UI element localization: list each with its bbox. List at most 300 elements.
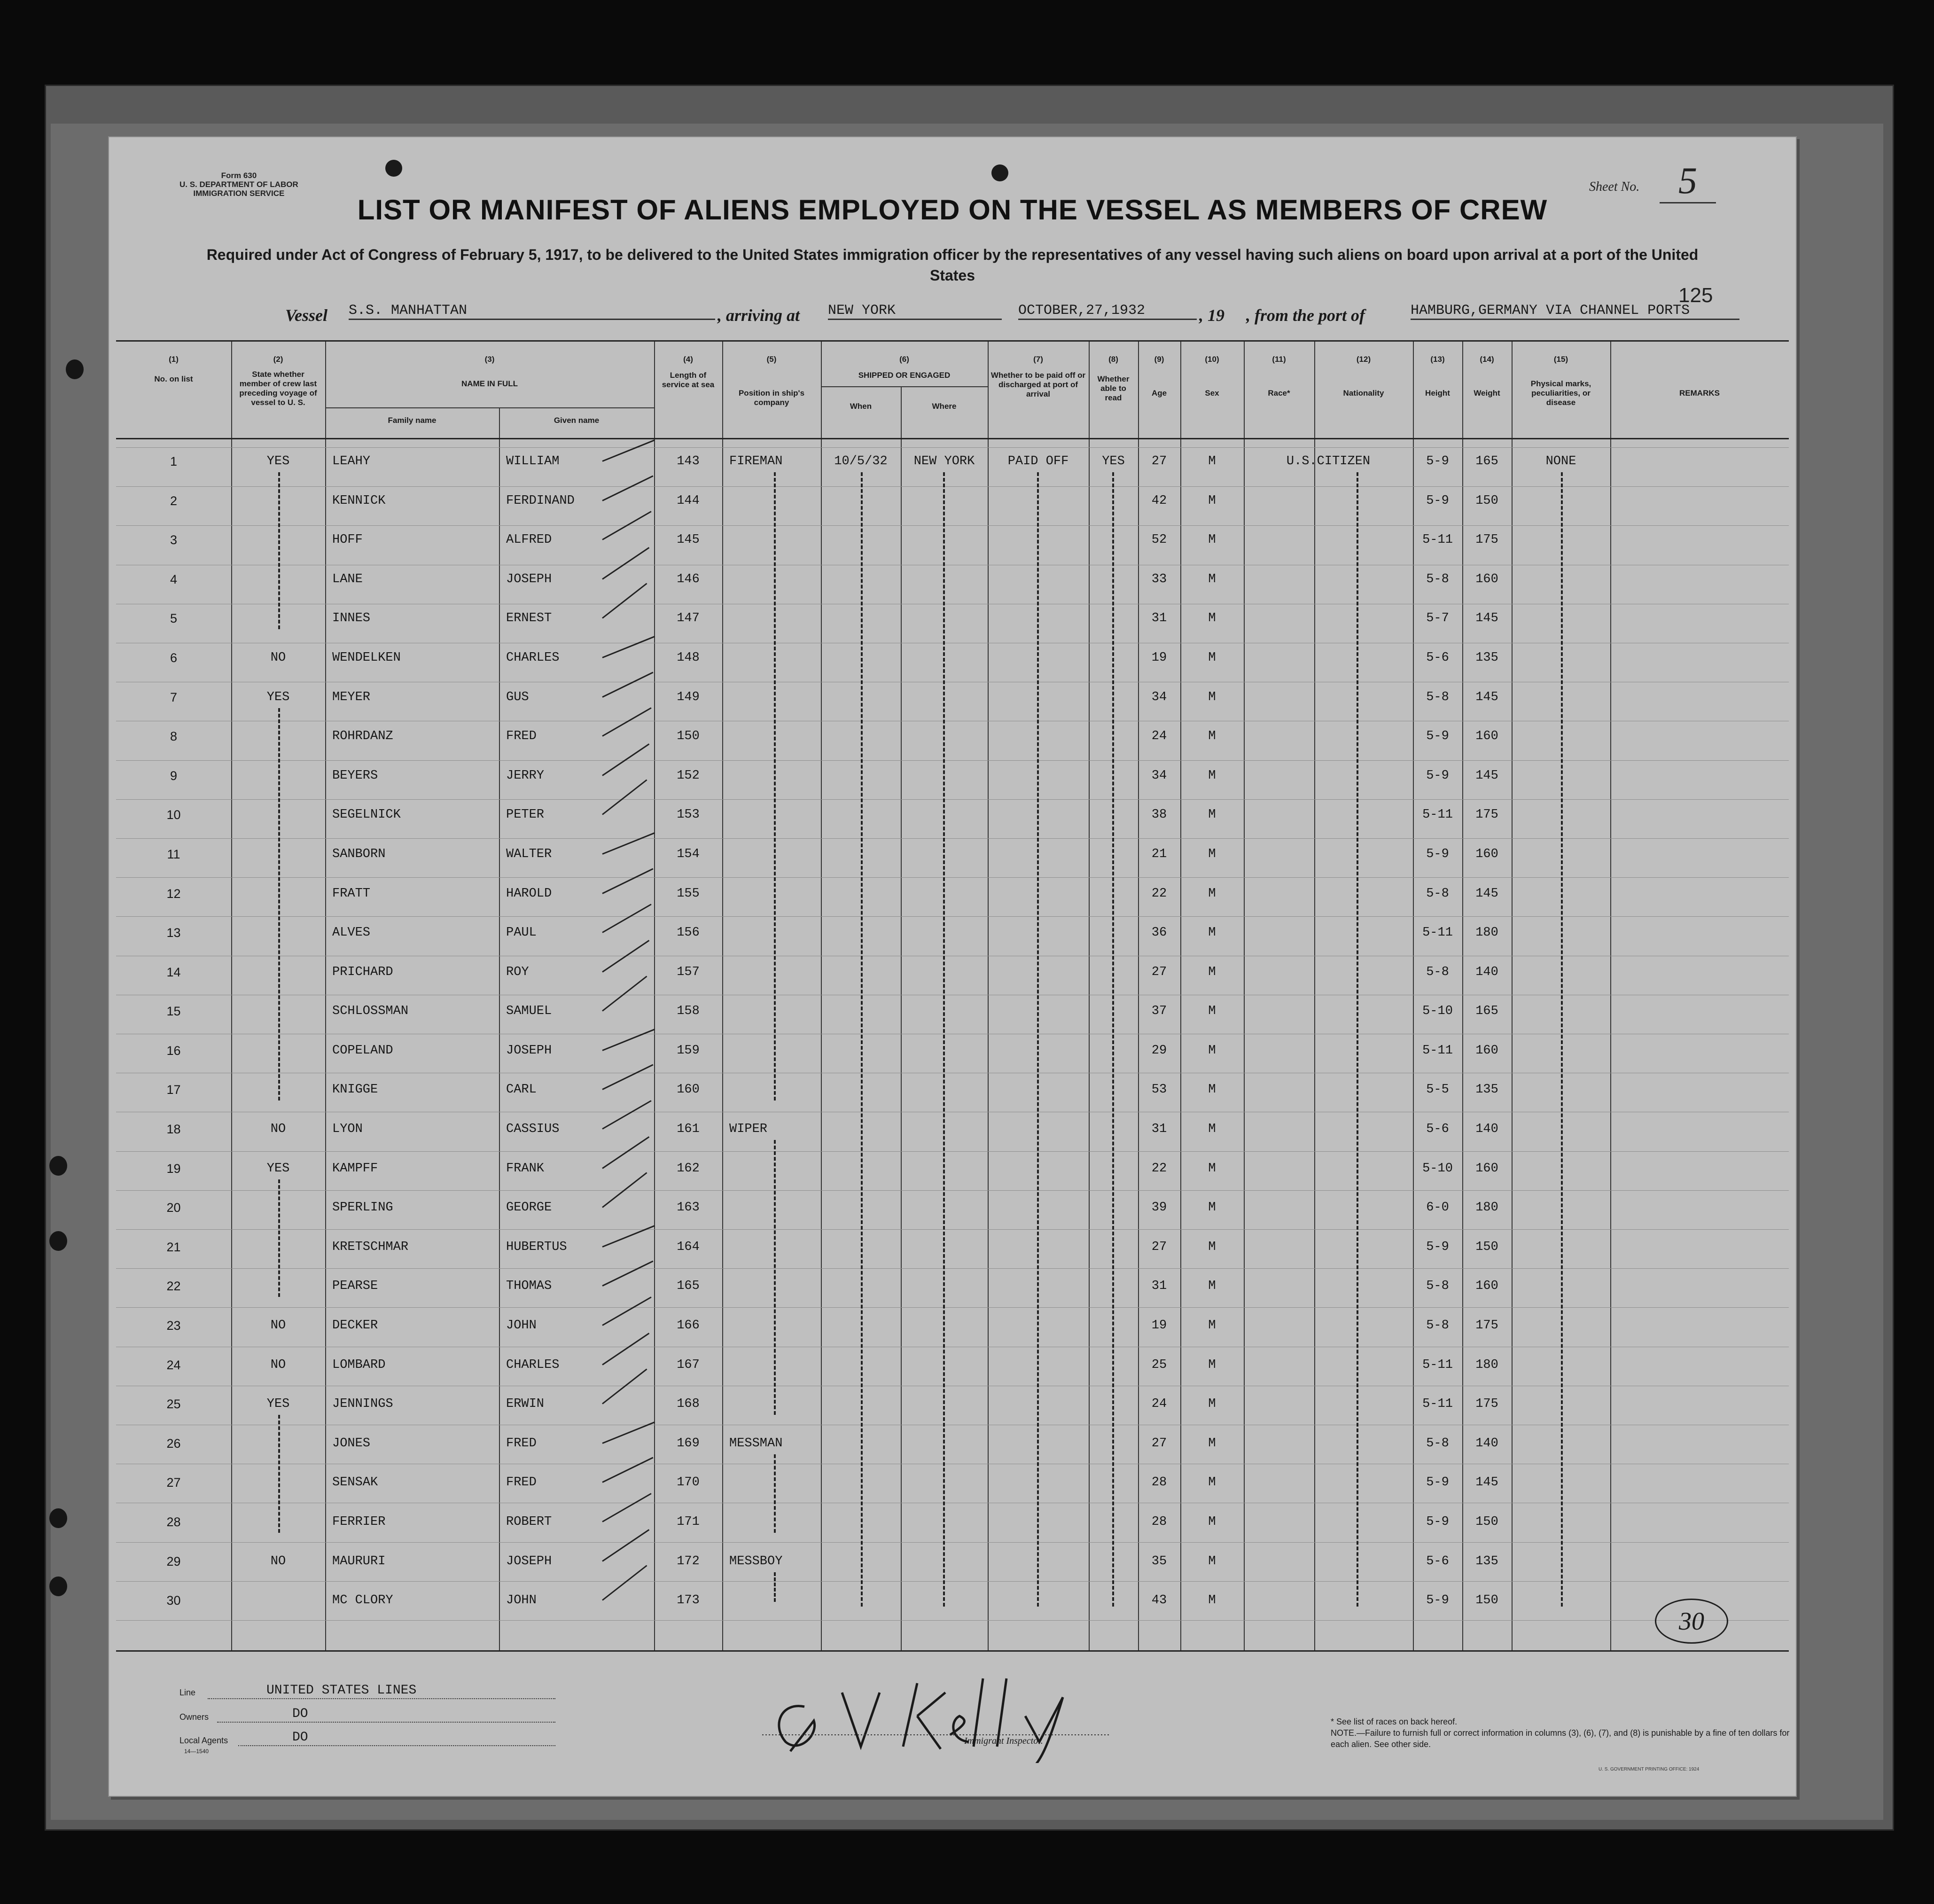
cell-family: WENDELKEN <box>332 651 401 665</box>
cell-weight: 165 <box>1475 454 1498 468</box>
cell-family: LOMBARD <box>332 1358 386 1372</box>
ditto-line <box>278 708 280 1100</box>
check-mark <box>602 1529 649 1562</box>
ditto-line <box>861 472 863 1607</box>
line-value: UNITED STATES LINES <box>266 1683 417 1698</box>
cell-position: FIREMAN <box>729 454 783 468</box>
cell-weight: 175 <box>1475 1319 1498 1333</box>
cell-age: 19 <box>1151 651 1167 665</box>
cell-sex: M <box>1208 1593 1216 1607</box>
check-mark <box>602 1064 653 1090</box>
cell-given: CHARLES <box>506 651 560 665</box>
cell-family: LEAHY <box>332 454 371 468</box>
cell-given: GUS <box>506 690 529 704</box>
row-rule <box>116 1620 1789 1621</box>
cell-given: JOSEPH <box>506 1044 552 1058</box>
cell-no: 10 <box>166 808 181 822</box>
cell-family: SEGELNICK <box>332 808 401 822</box>
cell-no: 28 <box>166 1515 181 1529</box>
cell-member: YES <box>266 1162 290 1176</box>
page-number: 125 <box>1678 284 1713 307</box>
cell-given: PETER <box>506 808 545 822</box>
cell-height: 5-8 <box>1426 690 1449 704</box>
cell-height: 5-8 <box>1426 1319 1449 1333</box>
cell-member: NO <box>270 1554 286 1568</box>
cell-weight: 140 <box>1475 965 1498 979</box>
cell-given: WALTER <box>506 847 552 861</box>
cell-service: 154 <box>677 847 700 861</box>
binder-hole <box>66 359 84 379</box>
cell-sex: M <box>1208 808 1216 822</box>
check-mark <box>602 439 655 462</box>
cell-given: ERNEST <box>506 611 552 625</box>
row-rule <box>116 838 1789 839</box>
check-mark <box>602 1296 651 1326</box>
cell-weight: 145 <box>1475 611 1498 625</box>
cell-height: 5-9 <box>1426 769 1449 783</box>
column-divider <box>1610 342 1611 1650</box>
cell-service: 170 <box>677 1475 700 1490</box>
cell-given: CASSIUS <box>506 1122 560 1136</box>
cell-age: 43 <box>1151 1593 1167 1607</box>
total-count-circled: 30 <box>1655 1599 1728 1644</box>
page-subtitle: Required under Act of Congress of February 5, 1917, to be delivered to the United States immigration officer by the representatives of any vessel having such aliens on board upon arrival at a port of the United States <box>206 246 1699 284</box>
cell-given: PAUL <box>506 926 537 940</box>
cell-service: 167 <box>677 1358 700 1372</box>
cell-height: 5-11 <box>1422 1397 1453 1411</box>
header-name-in-full: NAME IN FULL <box>461 379 518 388</box>
column-number: (3) <box>484 355 495 364</box>
column-number: (1) <box>169 355 179 364</box>
cell-family: INNES <box>332 611 371 625</box>
cell-position: MESSMAN <box>729 1436 783 1451</box>
check-mark <box>602 583 647 618</box>
header-given-name: Given name <box>554 416 600 425</box>
ditto-line <box>774 1572 776 1602</box>
cell-service: 155 <box>677 887 700 901</box>
cell-height: 5-9 <box>1426 847 1449 861</box>
cell-age: 31 <box>1151 1122 1167 1136</box>
cell-member: YES <box>266 690 290 704</box>
cell-age: 27 <box>1151 965 1167 979</box>
cell-height: 5-9 <box>1426 494 1449 508</box>
cell-age: 22 <box>1151 887 1167 901</box>
cell-position: MESSBOY <box>729 1554 783 1568</box>
cell-weight: 150 <box>1475 1240 1498 1254</box>
cell-family: SPERLING <box>332 1201 393 1215</box>
cell-age: 29 <box>1151 1044 1167 1058</box>
cell-given: GEORGE <box>506 1201 552 1215</box>
ditto-line <box>278 472 280 629</box>
cell-sex: M <box>1208 965 1216 979</box>
cell-service: 159 <box>677 1044 700 1058</box>
owners-value: DO <box>292 1707 308 1721</box>
column-number: (10) <box>1205 355 1219 364</box>
arriving-label: , arriving at <box>717 306 800 325</box>
cell-height: 5-7 <box>1426 611 1449 625</box>
punch-hole <box>385 160 402 177</box>
column-number: (15) <box>1553 355 1568 364</box>
column-divider <box>988 342 989 1650</box>
cell-service: 163 <box>677 1201 700 1215</box>
cell-service: 172 <box>677 1554 700 1568</box>
header-weight: Weight <box>1474 389 1500 398</box>
header-when: When <box>850 402 872 411</box>
cell-no: 29 <box>166 1554 181 1568</box>
inspector-signature <box>762 1664 1110 1763</box>
binder-hole <box>49 1576 67 1596</box>
header-bottom-rule <box>116 438 1789 439</box>
row-rule <box>116 525 1789 526</box>
departure-port: HAMBURG,GERMANY VIA CHANNEL PORTS <box>1411 303 1739 320</box>
cell-family: MC CLORY <box>332 1593 393 1607</box>
cell-sex: M <box>1208 1240 1216 1254</box>
cell-height: 5-8 <box>1426 887 1449 901</box>
cell-weight: 145 <box>1475 1475 1498 1490</box>
cell-age: 38 <box>1151 808 1167 822</box>
check-mark <box>602 636 655 658</box>
header-race: Race* <box>1268 389 1290 398</box>
cell-height: 6-0 <box>1426 1201 1449 1215</box>
cell-given: FRANK <box>506 1162 545 1176</box>
column-number: (5) <box>766 355 777 364</box>
cell-weight: 180 <box>1475 926 1498 940</box>
cell-service: 169 <box>677 1436 700 1451</box>
cell-given: HAROLD <box>506 887 552 901</box>
cell-height: 5-8 <box>1426 1279 1449 1293</box>
cell-weight: 160 <box>1475 847 1498 861</box>
header-member-previous: State whether member of crew last preceding voyage of vessel to U. S. <box>239 370 317 407</box>
from-port-label: , from the port of <box>1246 306 1365 325</box>
cell-service: 143 <box>677 454 700 468</box>
cell-member: NO <box>270 1319 286 1333</box>
row-rule <box>116 1542 1789 1543</box>
cell-family: KNIGGE <box>332 1083 378 1097</box>
cell-family: COPELAND <box>332 1044 393 1058</box>
cell-no: 4 <box>170 572 178 586</box>
row-rule <box>116 760 1789 761</box>
row-rule <box>116 1151 1789 1152</box>
column-number: (7) <box>1033 355 1043 364</box>
crew-manifest-table <box>116 340 1789 1652</box>
cell-height: 5-11 <box>1422 808 1453 822</box>
owners-label: Owners <box>179 1712 209 1722</box>
binder-hole <box>49 1508 67 1528</box>
header-family-name: Family name <box>388 416 437 425</box>
check-mark <box>602 1333 649 1366</box>
ditto-line <box>774 1140 776 1415</box>
cell-member: NO <box>270 1358 286 1372</box>
cell-service: 168 <box>677 1397 700 1411</box>
cell-read: YES <box>1102 454 1125 468</box>
cell-no: 22 <box>166 1279 181 1293</box>
races-note: * See list of races on back hereof. <box>1331 1717 1458 1726</box>
ditto-line <box>1112 472 1114 1607</box>
column-number: (11) <box>1272 355 1286 364</box>
check-mark <box>602 1225 655 1248</box>
row-rule <box>116 486 1789 487</box>
cell-height: 5-8 <box>1426 1436 1449 1451</box>
check-mark <box>602 904 651 933</box>
cell-sex: M <box>1208 1083 1216 1097</box>
cell-sex: M <box>1208 847 1216 861</box>
cell-age: 19 <box>1151 1319 1167 1333</box>
cell-no: 9 <box>170 769 178 783</box>
cell-sex: M <box>1208 1044 1216 1058</box>
check-mark <box>602 707 651 737</box>
cell-sex: M <box>1208 1201 1216 1215</box>
column-number: (9) <box>1154 355 1164 364</box>
cell-service: 152 <box>677 769 700 783</box>
cell-family: JONES <box>332 1436 371 1451</box>
cell-physical: NONE <box>1545 454 1576 468</box>
subheader-rule <box>821 386 988 387</box>
cell-given: JERRY <box>506 769 545 783</box>
check-mark <box>602 1565 647 1600</box>
cell-height: 5-10 <box>1422 1004 1453 1018</box>
header-where: Where <box>932 402 957 411</box>
column-number: (8) <box>1108 355 1118 364</box>
cell-family: FERRIER <box>332 1515 386 1529</box>
cell-given: WILLIAM <box>506 454 560 468</box>
cell-family: KENNICK <box>332 494 386 508</box>
cell-weight: 145 <box>1475 887 1498 901</box>
cell-sex: M <box>1208 769 1216 783</box>
header-able-read: Whether able to read <box>1097 375 1130 402</box>
column-number: (4) <box>683 355 693 364</box>
cell-height: 5-8 <box>1426 965 1449 979</box>
cell-service: 153 <box>677 808 700 822</box>
cell-family: SCHLOSSMAN <box>332 1004 409 1018</box>
cell-weight: 140 <box>1475 1122 1498 1136</box>
check-mark <box>602 547 649 580</box>
check-mark <box>602 672 653 698</box>
cell-where: NEW YORK <box>913 454 975 468</box>
column-divider <box>325 342 326 1650</box>
cell-family: PEARSE <box>332 1279 378 1293</box>
cell-family: KRETSCHMAR <box>332 1240 409 1254</box>
cell-age: 27 <box>1151 454 1167 468</box>
cell-age: 42 <box>1151 494 1167 508</box>
cell-age: 34 <box>1151 769 1167 783</box>
cell-when: 10/5/32 <box>834 454 888 468</box>
check-mark <box>602 1261 653 1287</box>
cell-no: 6 <box>170 651 178 665</box>
cell-weight: 180 <box>1475 1201 1498 1215</box>
cell-age: 35 <box>1151 1554 1167 1568</box>
cell-no: 1 <box>170 454 178 468</box>
cell-height: 5-8 <box>1426 572 1449 586</box>
cell-family: LYON <box>332 1122 363 1136</box>
ditto-line <box>1561 472 1563 1607</box>
cell-height: 5-9 <box>1426 1515 1449 1529</box>
cell-no: 19 <box>166 1162 181 1176</box>
subheader-rule <box>325 407 654 408</box>
line-label: Line <box>179 1688 196 1697</box>
cell-height: 5-9 <box>1426 1475 1449 1490</box>
cell-sex: M <box>1208 611 1216 625</box>
cell-member: NO <box>270 651 286 665</box>
cell-given: FRED <box>506 1475 537 1490</box>
cell-sex: M <box>1208 1004 1216 1018</box>
cell-sex: M <box>1208 1475 1216 1490</box>
cell-no: 13 <box>166 926 181 940</box>
cell-no: 7 <box>170 690 178 704</box>
manifest-sheet <box>108 136 1797 1797</box>
cell-position: WIPER <box>729 1122 768 1136</box>
cell-sex: M <box>1208 729 1216 743</box>
cell-no: 14 <box>166 965 181 979</box>
cell-sex: M <box>1208 1319 1216 1333</box>
cell-service: 157 <box>677 965 700 979</box>
cell-service: 166 <box>677 1319 700 1333</box>
cell-service: 149 <box>677 690 700 704</box>
cell-service: 164 <box>677 1240 700 1254</box>
cell-weight: 150 <box>1475 1593 1498 1607</box>
cell-age: 36 <box>1151 926 1167 940</box>
cell-sex: M <box>1208 1436 1216 1451</box>
column-divider <box>1089 342 1090 1650</box>
cell-weight: 160 <box>1475 729 1498 743</box>
printer-imprint: U. S. GOVERNMENT PRINTING OFFICE: 1924 <box>1599 1767 1700 1772</box>
check-mark <box>602 1457 653 1483</box>
cell-service: 165 <box>677 1279 700 1293</box>
cell-age: 28 <box>1151 1475 1167 1490</box>
cell-given: THOMAS <box>506 1279 552 1293</box>
cell-height: 5-9 <box>1426 729 1449 743</box>
row-rule <box>116 1229 1789 1230</box>
cell-weight: 175 <box>1475 1397 1498 1411</box>
cell-given: JOHN <box>506 1319 537 1333</box>
cell-given: ROBERT <box>506 1515 552 1529</box>
check-mark <box>602 868 653 894</box>
punch-hole <box>991 164 1008 181</box>
column-number: (14) <box>1480 355 1494 364</box>
cell-service: 146 <box>677 572 700 586</box>
binder-hole <box>49 1231 67 1251</box>
cell-paid: PAID OFF <box>1007 454 1069 468</box>
cell-height: 5-11 <box>1422 1358 1453 1372</box>
year-label: , 19 <box>1199 306 1224 325</box>
cell-weight: 150 <box>1475 494 1498 508</box>
cell-service: 161 <box>677 1122 700 1136</box>
cell-service: 160 <box>677 1083 700 1097</box>
cell-weight: 175 <box>1475 808 1498 822</box>
cell-given: ROY <box>506 965 529 979</box>
penalty-note: NOTE.—Failure to furnish full or correct information in columns (3), (6), (7), and (8) is punishable by a fine of ten dollars for each alien. See other side. <box>1331 1728 1790 1749</box>
cell-weight: 160 <box>1475 1162 1498 1176</box>
page-title: LIST OR MANIFEST OF ALIENS EMPLOYED ON THE VESSEL AS MEMBERS OF CREW <box>357 194 1548 226</box>
cell-given: ERWIN <box>506 1397 545 1411</box>
cell-weight: 180 <box>1475 1358 1498 1372</box>
ditto-line <box>1357 472 1358 1607</box>
cell-age: 39 <box>1151 1201 1167 1215</box>
cell-age: 24 <box>1151 729 1167 743</box>
form-code: 14—1540 <box>184 1748 209 1755</box>
header-length-service: Length of service at sea <box>662 371 715 389</box>
column-divider <box>1244 342 1245 1650</box>
column-number: (2) <box>273 355 283 364</box>
owners-underline <box>217 1722 555 1723</box>
cell-given: FRED <box>506 1436 537 1451</box>
cell-given: SAMUEL <box>506 1004 552 1018</box>
cell-sex: M <box>1208 887 1216 901</box>
cell-no: 3 <box>170 533 178 547</box>
cell-family: JENNINGS <box>332 1397 393 1411</box>
cell-sex: M <box>1208 454 1216 468</box>
check-mark <box>602 1136 649 1169</box>
inspector-label: Immigrant Inspector. <box>964 1736 1043 1746</box>
cell-no: 11 <box>167 847 180 861</box>
cell-weight: 145 <box>1475 769 1498 783</box>
cell-age: 27 <box>1151 1436 1167 1451</box>
cell-no: 2 <box>170 494 178 508</box>
cell-age: 34 <box>1151 690 1167 704</box>
column-number: (6) <box>899 355 909 364</box>
cell-no: 25 <box>166 1397 181 1411</box>
cell-family: DECKER <box>332 1319 378 1333</box>
form-number: Form 630 <box>221 171 257 180</box>
cell-service: 173 <box>677 1593 700 1607</box>
cell-height: 5-9 <box>1426 1240 1449 1254</box>
cell-sex: M <box>1208 1162 1216 1176</box>
row-rule <box>116 799 1789 800</box>
ditto-line <box>278 1415 280 1533</box>
cell-no: 12 <box>166 887 181 901</box>
cell-service: 158 <box>677 1004 700 1018</box>
cell-family: HOFF <box>332 533 363 547</box>
ditto-line <box>1037 472 1039 1607</box>
cell-no: 26 <box>166 1436 181 1451</box>
cell-age: 31 <box>1151 611 1167 625</box>
cell-no: 18 <box>166 1122 181 1136</box>
cell-given: JOSEPH <box>506 572 552 586</box>
cell-age: 21 <box>1151 847 1167 861</box>
cell-member: YES <box>266 1397 290 1411</box>
cell-given: CARL <box>506 1083 537 1097</box>
column-divider <box>1512 342 1513 1650</box>
cell-service: 144 <box>677 494 700 508</box>
row-rule <box>116 447 1789 448</box>
cell-height: 5-10 <box>1422 1162 1453 1176</box>
cell-age: 22 <box>1151 1162 1167 1176</box>
cell-sex: M <box>1208 1122 1216 1136</box>
cell-weight: 135 <box>1475 1083 1498 1097</box>
cell-no: 5 <box>170 611 178 625</box>
cell-age: 52 <box>1151 533 1167 547</box>
cell-sex: M <box>1208 1358 1216 1372</box>
check-mark <box>602 1493 651 1522</box>
ditto-line <box>774 1454 776 1533</box>
department-name: U. S. DEPARTMENT OF LABOR <box>179 180 298 189</box>
cell-no: 27 <box>166 1475 181 1490</box>
cell-service: 171 <box>677 1515 700 1529</box>
cell-height: 5-6 <box>1426 1554 1449 1568</box>
row-rule <box>116 877 1789 878</box>
footer-note <box>1331 1716 1791 1750</box>
agents-label: Local Agents <box>179 1736 228 1745</box>
cell-family: ROHRDANZ <box>332 729 393 743</box>
vessel-name: S.S. MANHATTAN <box>349 303 715 320</box>
sheet-number-value: 5 <box>1660 160 1716 203</box>
header-paid-off: Whether to be paid off or discharged at port of arrival <box>990 371 1086 398</box>
cell-weight: 135 <box>1475 651 1498 665</box>
arrival-date: OCTOBER,27,1932 <box>1018 303 1197 320</box>
cell-age: 33 <box>1151 572 1167 586</box>
row-rule <box>116 916 1789 917</box>
cell-no: 21 <box>166 1240 181 1254</box>
cell-weight: 160 <box>1475 1279 1498 1293</box>
